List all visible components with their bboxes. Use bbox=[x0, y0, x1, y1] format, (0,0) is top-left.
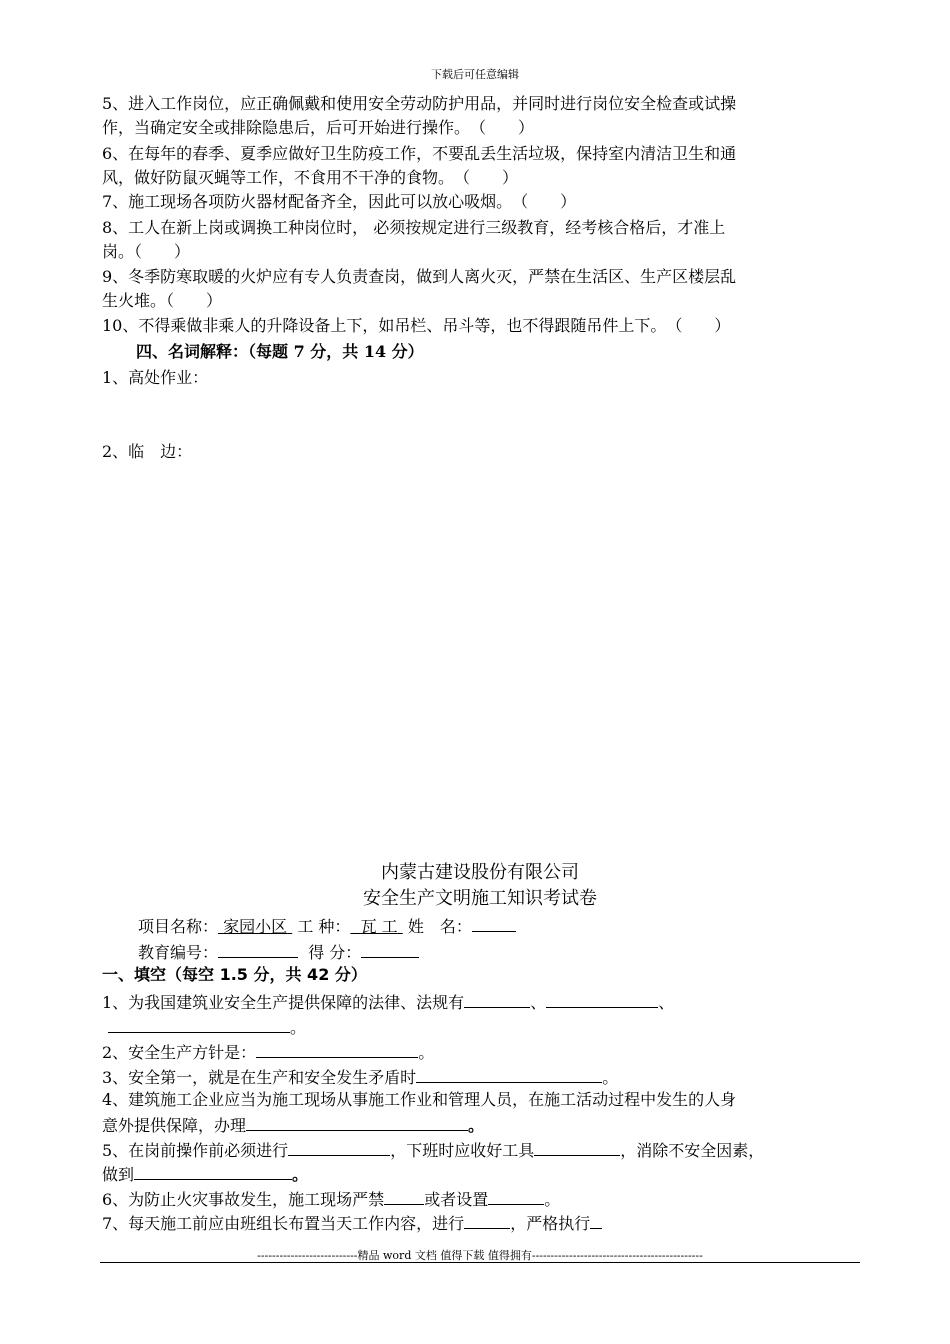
project-label: 项目名称： bbox=[138, 917, 219, 936]
trade-value: 瓦 工 bbox=[360, 917, 398, 936]
edu-number-label: 教育编号： bbox=[138, 943, 219, 962]
fill-q7-blank2[interactable] bbox=[590, 1210, 602, 1229]
fill-q6-blank1[interactable] bbox=[384, 1186, 424, 1205]
info-row-1 bbox=[138, 913, 898, 939]
fill-q4-line1: 4、建筑施工企业应当为施工现场从事施工作业和管理人员，在施工活动过程中发生的人身 bbox=[102, 1090, 737, 1109]
section-4-heading: 四、名词解释：（每题 7 分，共 14 分） bbox=[136, 342, 424, 361]
term-2: 2、临 边： bbox=[102, 442, 193, 461]
question-8-line1: 8、工人在新上岗或调换工种岗位时， 必须按规定进行三级教育，经考核合格后，才准上 bbox=[102, 218, 726, 237]
fill-q1-blank3[interactable] bbox=[108, 1014, 290, 1033]
fill-q7-blank1[interactable] bbox=[464, 1210, 510, 1229]
company-name: 内蒙古建设股份有限公司 bbox=[381, 862, 579, 883]
fill-q2-blank[interactable] bbox=[256, 1039, 418, 1058]
fill-q6: 6、为防止火灾事故发生，施工现场严禁 或者设置 。 bbox=[102, 1186, 862, 1212]
project-value: 家园小区 bbox=[223, 917, 288, 936]
fill-q7: 7、每天施工前应由班组长布置当天工作内容，进行 ，严格执行 bbox=[102, 1210, 862, 1236]
fill-q4-line2: 意外提供保障，办理 。 bbox=[102, 1112, 862, 1138]
term-1: 1、高处作业： bbox=[102, 368, 209, 387]
score-blank[interactable] bbox=[361, 939, 419, 958]
question-6-line1: 6、在每年的春季、夏季应做好卫生防疫工作，不要乱丢生活垃圾，保持室内清洁卫生和通 bbox=[102, 144, 737, 163]
section-1-heading: 一、填空（每空 1.5 分，共 42 分） bbox=[102, 965, 367, 984]
fill-q1-blank2[interactable] bbox=[546, 989, 658, 1008]
header-note: 下载后可任意编辑 bbox=[431, 68, 519, 81]
question-8-line2: 岗。（ ） bbox=[102, 242, 191, 261]
question-6-line2: 风，做好防鼠灭蝇等工作，不食用不干净的食物。 （ ） bbox=[102, 168, 519, 187]
question-5-line1: 5、进入工作岗位，应正确佩戴和使用安全劳动防护用品，并同时进行岗位安全检查或试操 bbox=[102, 94, 737, 113]
name-label: 姓 名： bbox=[407, 917, 472, 936]
footer-rule bbox=[100, 1262, 860, 1263]
fill-q5-blank3[interactable] bbox=[134, 1161, 292, 1180]
fill-q4-blank[interactable] bbox=[246, 1112, 468, 1131]
info-row-2 bbox=[138, 939, 898, 965]
question-10: 10、不得乘做非乘人的升降设备上下，如吊栏、吊斗等，也不得跟随吊件上下。 （ ） bbox=[102, 316, 731, 335]
footer-note: ---------------------------精品 word 文档 值得下载 值得拥有---------------------------------------------- bbox=[257, 1249, 703, 1262]
question-7: 7、施工现场各项防火器材配备齐全，因此可以放心吸烟。 （ ） bbox=[102, 192, 577, 211]
fill-q5-blank1[interactable] bbox=[288, 1137, 390, 1156]
trade-label: 工 种： bbox=[297, 917, 351, 936]
fill-q6-blank2[interactable] bbox=[488, 1186, 544, 1205]
question-9-line1: 9、冬季防寒取暖的火炉应有专人负责查岗，做到人离火灭，严禁在生活区、生产区楼层乱 bbox=[102, 267, 737, 286]
fill-q3: 3、安全第一，就是在生产和安全发生矛盾时 。 bbox=[102, 1064, 862, 1090]
fill-q1-line2: 。 bbox=[108, 1014, 868, 1040]
question-5-line2: 作，当确定安全或排除隐患后，后可开始进行操作。 （ ） bbox=[102, 118, 535, 137]
exam-title: 安全生产文明施工知识考试卷 bbox=[363, 888, 597, 909]
edu-number-blank[interactable] bbox=[218, 939, 298, 958]
fill-q3-blank[interactable] bbox=[416, 1064, 602, 1083]
score-label: 得 分： bbox=[308, 943, 362, 962]
fill-q1-line1: 1、为我国建筑业安全生产提供保障的法律、法规有 、 、 bbox=[102, 989, 862, 1015]
fill-q1-blank1[interactable] bbox=[464, 989, 530, 1008]
question-9-line2: 生火堆。（ ） bbox=[102, 291, 223, 310]
fill-q5-line1: 5、在岗前操作前必须进行 ，下班时应收好工具 ，消除不安全因素， bbox=[102, 1137, 862, 1163]
fill-q5-line2: 做到 。 bbox=[102, 1161, 862, 1187]
fill-q2: 2、安全生产方针是： 。 bbox=[102, 1039, 862, 1065]
name-blank[interactable] bbox=[472, 913, 516, 932]
fill-q5-blank2[interactable] bbox=[534, 1137, 620, 1156]
